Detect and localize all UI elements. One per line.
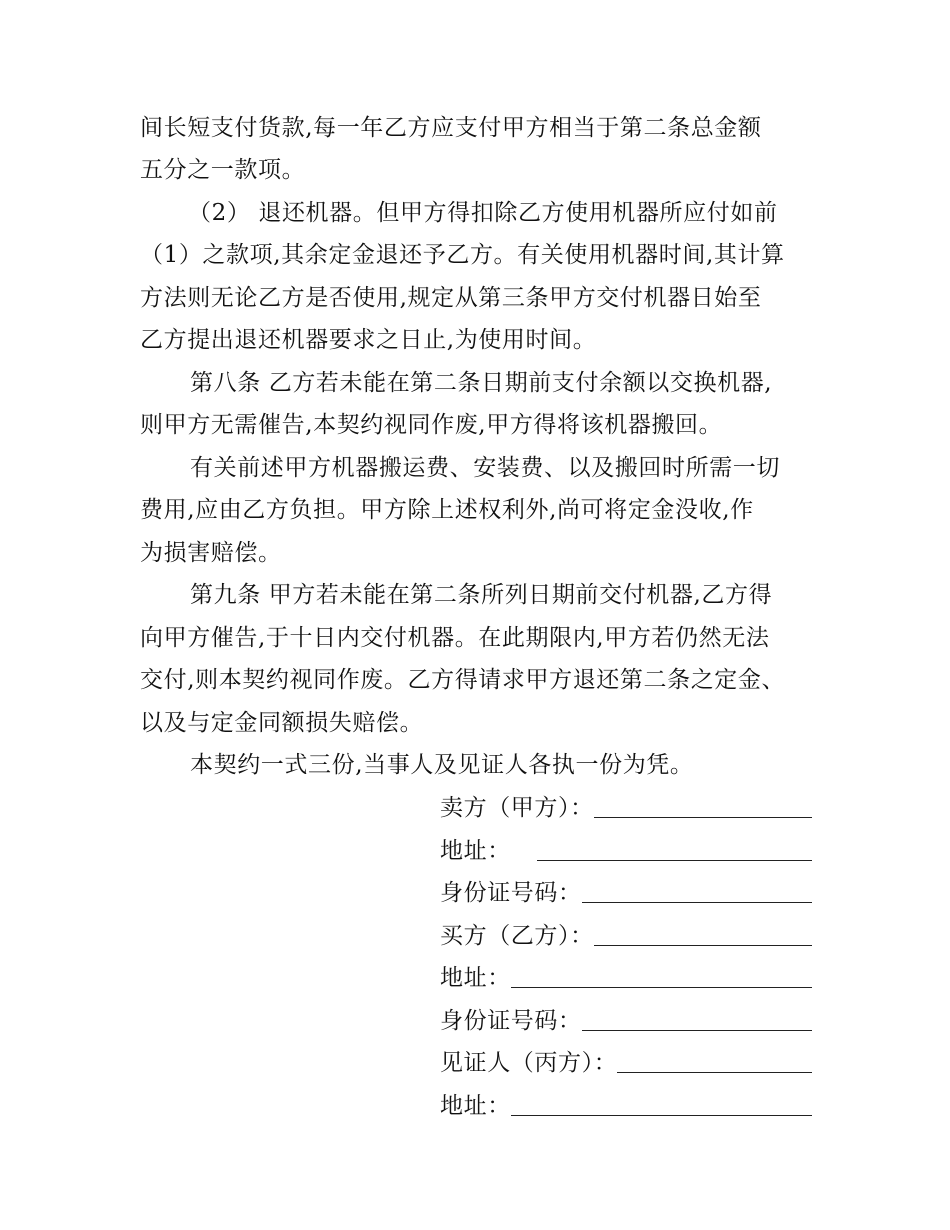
seller-id-line[interactable] <box>582 902 812 903</box>
buyer-signature-row <box>440 921 812 951</box>
paragraph-line: 有关前述甲方机器搬运费、安装费、以及搬回时所需一切 <box>190 455 780 481</box>
paragraph-line: 五分之一款项。 <box>140 157 306 183</box>
paragraph-line: 以及与定金同额损失赔偿。 <box>140 710 424 736</box>
paragraph-line: 乙方提出退还机器要求之日止,为使用时间。 <box>140 327 597 353</box>
buyer-id-row <box>440 1006 812 1036</box>
paragraph-line: 费用,应由乙方负担。甲方除上述权利外,尚可将定金没收,作 <box>140 497 754 523</box>
seller-id-label: 身份证号码： <box>440 880 582 906</box>
paragraph-line: 方法则无论乙方是否使用,规定从第三条甲方交付机器日始至 <box>140 285 762 311</box>
seller-address-row <box>440 836 812 866</box>
paragraph-line: （2） 退还机器。但甲方得扣除乙方使用机器所应付如前 <box>188 200 778 226</box>
paragraph-line: 第九条 甲方若未能在第二条所列日期前交付机器,乙方得 <box>190 582 773 608</box>
witness-address-label: 地址： <box>440 1093 511 1119</box>
buyer-signature-line[interactable] <box>594 945 812 946</box>
paragraph-line: 向甲方催告,于十日内交付机器。在此期限内,甲方若仍然无法 <box>140 625 770 651</box>
paragraph-line: 交付,则本契约视同作废。乙方得请求甲方退还第二条之定金、 <box>140 667 786 693</box>
buyer-id-label: 身份证号码： <box>440 1008 582 1034</box>
witness-signature-line[interactable] <box>617 1072 812 1073</box>
paragraph-line: 为损害赔偿。 <box>140 540 282 566</box>
witness-address-line[interactable] <box>511 1115 812 1116</box>
seller-address-label: 地址： <box>440 838 511 864</box>
paragraph-line: 间长短支付货款,每一年乙方应支付甲方相当于第二条总金额 <box>140 115 762 141</box>
buyer-label: 买方（乙方）： <box>440 923 594 949</box>
witness-address-row <box>440 1091 812 1121</box>
seller-signature-row <box>440 793 812 823</box>
buyer-address-row <box>440 963 812 993</box>
buyer-id-line[interactable] <box>582 1030 812 1031</box>
paragraph-line: 第八条 乙方若未能在第二条日期前支付余额以交换机器, <box>190 370 773 396</box>
paragraph-line: （1）之款项,其余定金退还予乙方。有关使用机器时间,其计算 <box>140 242 785 268</box>
seller-address-line[interactable] <box>537 860 812 861</box>
seller-id-row <box>440 878 812 908</box>
paragraph-line: 则甲方无需催告,本契约视同作废,甲方得将该机器搬回。 <box>140 412 723 438</box>
witness-signature-row <box>440 1048 812 1078</box>
seller-signature-line[interactable] <box>594 817 812 818</box>
buyer-address-label: 地址： <box>440 965 511 991</box>
paragraph-line: 本契约一式三份,当事人及见证人各执一份为凭。 <box>190 752 694 778</box>
seller-label: 卖方（甲方）： <box>440 795 594 821</box>
witness-label: 见证人（丙方）： <box>440 1050 618 1076</box>
buyer-address-line[interactable] <box>511 987 812 988</box>
